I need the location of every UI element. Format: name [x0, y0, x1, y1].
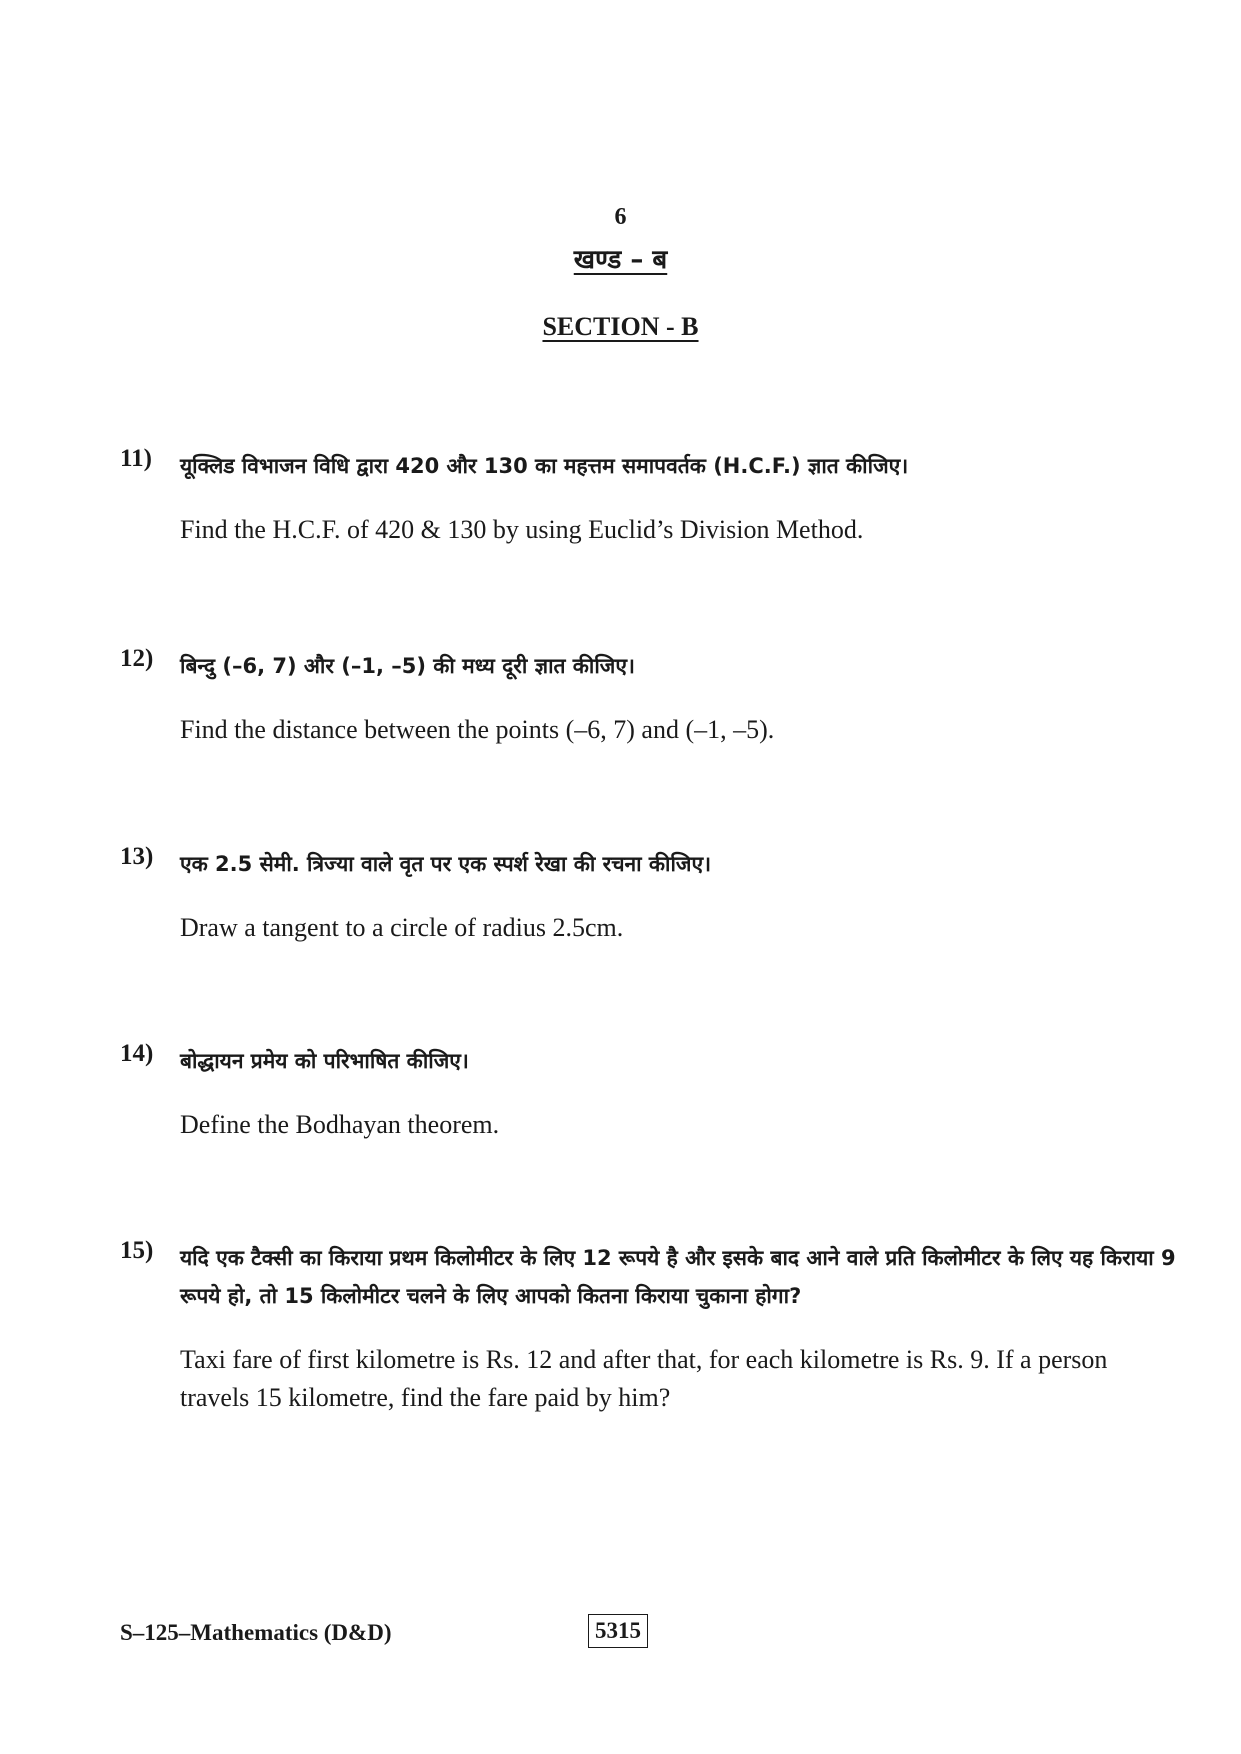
- section-title-hindi: खण्ड – ब: [573, 245, 668, 275]
- question-number: 14): [120, 1040, 154, 1067]
- question-number: 15): [120, 1237, 154, 1264]
- question-text-english: Define the Bodhayan theorem.: [180, 1110, 500, 1139]
- question-text-english: Taxi fare of first kilometre is Rs. 12 and after that, for each kilometre is Rs. 9. If a person travels 15 kilometre, find the fare paid by him?: [180, 1345, 1108, 1412]
- question-number: 12): [120, 645, 154, 672]
- question-text-hindi: यूक्लिड विभाजन विधि द्वारा 420 और 130 का महत्तम समापवर्तक (H.C.F.) ज्ञात कीजिए।: [180, 454, 909, 478]
- question-text-english: Find the distance between the points (–6, 7) and (–1, –5).: [180, 715, 775, 744]
- question-text-hindi: बोद्धायन प्रमेय को परिभाषित कीजिए।: [180, 1049, 469, 1073]
- footer-paper-code: 5315: [588, 1614, 648, 1648]
- question-text-english: Draw a tangent to a circle of radius 2.5cm.: [180, 913, 624, 942]
- page-number: 6: [614, 204, 627, 230]
- question-text-hindi: यदि एक टैक्सी का किराया प्रथम किलोमीटर के लिए 12 रूपये है और इसके बाद आने वाले प्रति किलोमीटर के लिए यह किराया 9 रूपये हो, तो 15 किलोमीटर चलने के लिए आपको कितना किराया चुकाना होगा?: [180, 1246, 1176, 1308]
- question-number: 13): [120, 843, 154, 870]
- section-title-english: SECTION - B: [542, 312, 699, 341]
- question-text-english: Find the H.C.F. of 420 & 130 by using Euclid’s Division Method.: [180, 515, 864, 544]
- question-number: 11): [120, 445, 152, 472]
- question-text-hindi: एक 2.5 सेमी. त्रिज्या वाले वृत पर एक स्पर्श रेखा की रचना कीजिए।: [180, 852, 712, 876]
- footer-subject: S–125–Mathematics (D&D): [120, 1620, 392, 1645]
- question-text-hindi: बिन्दु (–6, 7) और (–1, –5) की मध्य दूरी ज्ञात कीजिए।: [180, 654, 635, 678]
